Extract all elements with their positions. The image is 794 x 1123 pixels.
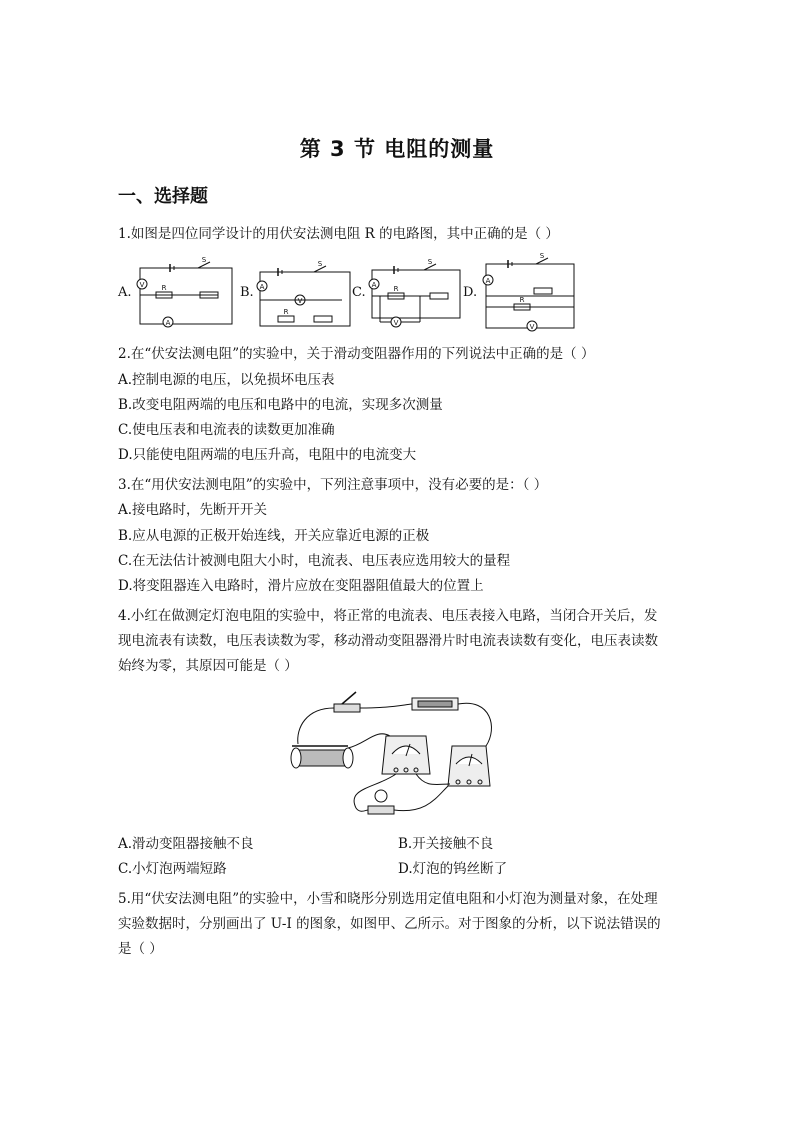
question-5-stem-line-3: 是（ ） bbox=[118, 941, 163, 957]
circuit-d bbox=[483, 258, 574, 331]
circuit-d-switch: S bbox=[539, 252, 545, 260]
circuit-b-switch: S bbox=[317, 260, 323, 268]
circuit-label-c: C. bbox=[352, 285, 366, 300]
battery-illustration bbox=[412, 698, 458, 710]
circuit-d-resistor: R bbox=[519, 296, 525, 304]
circuit-a-ammeter: A bbox=[165, 319, 171, 327]
question-2-option-a: A.控制电源的电压，以免损坏电压表 bbox=[118, 372, 335, 388]
q1-circuit-diagrams bbox=[128, 252, 598, 332]
circuit-b-resistor: R bbox=[283, 308, 289, 316]
question-4-option-b: B.开关接触不良 bbox=[398, 836, 494, 852]
circuit-c-switch: S bbox=[427, 258, 433, 266]
switch-illustration bbox=[334, 692, 360, 712]
question-1-stem: 1.如图是四位同学设计的用伏安法测电阻 R 的电路图，其中正确的是（ ） bbox=[118, 226, 559, 242]
circuit-c bbox=[369, 264, 460, 327]
circuit-label-b: B. bbox=[240, 285, 254, 300]
circuit-d-ammeter: A bbox=[485, 277, 491, 285]
circuit-b-voltmeter: V bbox=[297, 297, 303, 305]
circuit-c-ammeter: A bbox=[371, 281, 377, 289]
page-title: 第 3 节 电阻的测量 bbox=[299, 137, 495, 161]
circuit-label-a: A. bbox=[118, 285, 132, 300]
question-3-option-b: B.应从电源的正极开始连线，开关应靠近电源的正极 bbox=[118, 528, 430, 544]
question-5-stem-line-1: 5.用“伏安法测电阻”的实验中，小雪和晓彤分别选用定值电阻和小灯泡为测量对象，在处理 bbox=[118, 891, 658, 907]
question-4-stem-line-2: 现电流表有读数，电压表读数为零，移动滑动变阻器滑片时电流表读数有变化，电压表读数 bbox=[118, 633, 658, 649]
bulb-illustration bbox=[368, 790, 394, 814]
question-4-option-c: C.小灯泡两端短路 bbox=[118, 861, 227, 877]
question-3-stem: 3.在“用伏安法测电阻”的实验中，下列注意事项中，没有必要的是：（ ） bbox=[118, 477, 548, 493]
circuit-a bbox=[137, 262, 232, 327]
circuit-label-d: D. bbox=[463, 285, 478, 300]
question-2-option-d: D.只能使电阻两端的电压升高，电阻中的电流变大 bbox=[118, 447, 417, 463]
question-4-option-a: A.滑动变阻器接触不良 bbox=[118, 836, 254, 852]
question-4-stem-line-1: 4.小红在做测定灯泡电阻的实验中，将正常的电流表、电压表接入电路，当闭合开关后，发 bbox=[118, 608, 658, 624]
circuit-a-resistor: R bbox=[161, 284, 167, 292]
circuit-b-ammeter: A bbox=[259, 283, 265, 291]
circuit-c-voltmeter: V bbox=[393, 319, 399, 327]
ammeter-illustration bbox=[448, 746, 490, 786]
voltmeter-illustration bbox=[382, 736, 430, 774]
question-5-stem-line-2: 实验数据时，分别画出了 U-I 的图象，如图甲、乙所示。对于图象的分析，以下说法错误的 bbox=[118, 916, 661, 932]
question-4-option-d: D.灯泡的钨丝断了 bbox=[398, 861, 508, 877]
question-3-option-c: C.在无法估计被测电阻大小时，电流表、电压表应选用较大的量程 bbox=[118, 553, 511, 569]
question-4-stem-line-3: 始终为零，其原因可能是（ ） bbox=[118, 658, 298, 674]
question-2-stem: 2.在“伏安法测电阻”的实验中，关于滑动变阻器作用的下列说法中正确的是（ ） bbox=[118, 346, 595, 362]
circuit-d-voltmeter: V bbox=[529, 323, 535, 331]
question-2-option-b: B.改变电阻两端的电压和电路中的电流，实现多次测量 bbox=[118, 397, 443, 413]
question-3-option-a: A.接电路时，先断开开关 bbox=[118, 502, 268, 518]
rheostat-illustration bbox=[291, 746, 353, 768]
circuit-c-resistor: R bbox=[393, 285, 399, 293]
question-2-option-c: C.使电压表和电流表的读数更加准确 bbox=[118, 422, 335, 438]
question-3-option-d: D.将变阻器连入电路时，滑片应放在变阻器阻值最大的位置上 bbox=[118, 578, 484, 594]
circuit-b bbox=[257, 266, 350, 326]
circuit-a-voltmeter: V bbox=[139, 281, 145, 289]
circuit-a-switch: S bbox=[201, 256, 207, 264]
section-heading: 一、选择题 bbox=[118, 186, 208, 207]
q4-apparatus-figure bbox=[286, 688, 506, 820]
